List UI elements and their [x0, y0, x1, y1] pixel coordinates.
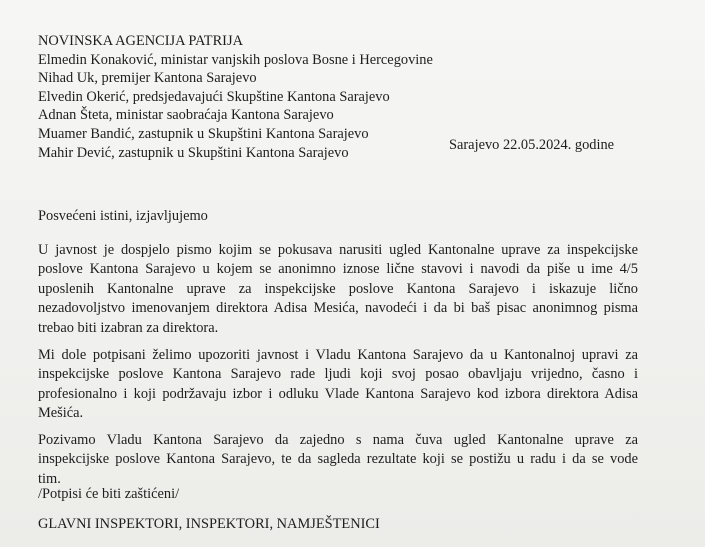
recipient-line: Muamer Bandić, zastupnik u Skupštini Kantona Sarajevo: [38, 125, 369, 142]
paragraph-line: inspekcijske poslove Kantona Sarajevo rade ljudi koji svoj posao obavljaju vrijedno, časno i: [38, 366, 638, 383]
paragraph-line: poslove Kantona Sarajevo u kojem se anonimno iznose lične stavovi i navodi da piše u ime 4/5: [38, 261, 638, 278]
paragraph-3: [38, 431, 638, 489]
paragraph-line: trebao biti izabran za direktora.: [38, 319, 219, 336]
recipient-line: Elmedin Konaković, ministar vanjskih poslova Bosne i Hercegovine: [38, 51, 433, 68]
recipient-line: Nihad Uk, premijer Kantona Sarajevo: [38, 70, 257, 87]
recipient-line: NOVINSKA AGENCIJA PATRIJA: [38, 33, 243, 49]
paragraph-line: Pozivamo Vladu Kantona Sarajevo da zajedno s nama čuva ugled Kantonalne uprave za: [38, 432, 638, 448]
paragraph-1: [38, 241, 638, 338]
paragraph-line: uposlenih Kantonalne uprave za inspekcijske poslove Kantona Sarajevo i iskazuje lično: [38, 280, 638, 297]
paragraph-line: Mi dole potpisani želimo upozoriti javnost i Vladu Kantona Sarajevo da u Kantonalnoj upravi za: [38, 347, 638, 363]
paragraph-line: Mešića.: [38, 405, 84, 422]
paragraph-line: nezadovoljstvo imenovanjem direktora Adisa Mesića, navodeći i da bi baš pisac anonimnog pisma: [38, 300, 638, 317]
closing-signatories: GLAVNI INSPEKTORI, INSPEKTORI, NAMJEŠTENICI: [38, 516, 380, 532]
greeting: Posvećeni istini, izjavljujemo: [38, 208, 208, 224]
signature-note: /Potpisi će biti zaštićeni/: [38, 486, 180, 502]
paragraph-2: [38, 346, 638, 424]
recipient-line: Mahir Dević, zastupnik u Skupštini Kantona Sarajevo: [38, 144, 349, 161]
recipient-line: Adnan Šteta, ministar saobraćaja Kantona Sarajevo: [38, 107, 334, 124]
paragraph-line: inspekcijske poslove Kantona Sarajevo, te da sagleda rezultate koji se postižu u radu i da se vode: [38, 451, 638, 468]
place-and-date: Sarajevo 22.05.2024. godine: [449, 137, 615, 153]
paragraph-line: profesionalno i koji podržavaju izbor i odluku Vlade Kantona Sarajevo kod izbora direktora Adisa: [38, 385, 638, 402]
paragraph-line: tim.: [38, 470, 61, 487]
recipient-line: Elvedin Okerić, predsjedavajući Skupštine Kantona Sarajevo: [38, 88, 390, 105]
paragraph-line: U javnost je dospjelo pismo kojim se pokusava narusiti ugled Kantonalne uprave za inspekcijske: [38, 242, 638, 258]
